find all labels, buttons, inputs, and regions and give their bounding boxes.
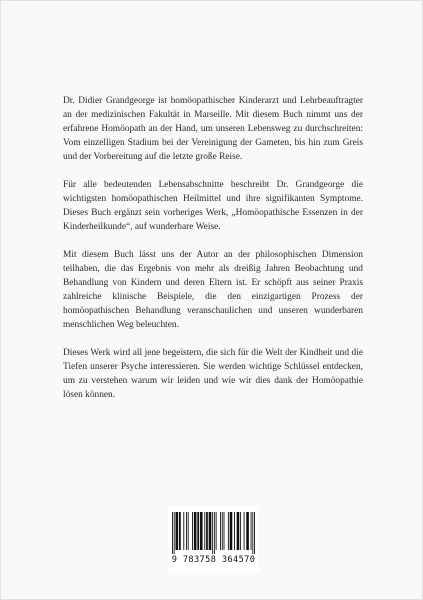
barcode-bar	[194, 512, 197, 550]
barcode-bar	[228, 512, 229, 550]
barcode-bar	[230, 512, 233, 550]
barcode-bar	[209, 512, 212, 550]
barcode-bar	[216, 512, 217, 550]
barcode-bar	[197, 512, 199, 550]
barcode-bar	[251, 512, 252, 550]
barcode-bars	[172, 512, 255, 554]
barcode-bar	[224, 512, 225, 550]
barcode-bar	[204, 512, 205, 550]
barcode-bar	[188, 512, 189, 550]
barcode-bar	[220, 512, 221, 550]
barcode-bar	[246, 512, 249, 550]
isbn-digits: 9 783758 364570	[171, 555, 256, 565]
barcode-bar	[183, 512, 184, 550]
barcode-bar	[214, 512, 215, 554]
barcode-bar	[252, 512, 253, 554]
barcode-bar	[212, 512, 213, 554]
barcode-bar	[244, 512, 245, 550]
barcode-bar	[237, 512, 240, 550]
blurb-paragraph-author: Dr. Didier Grandgeorge ist homöopathischer Kinderarzt und Lehrbeauftragter an der medizinischen Fakultät in Marseille. Mit diesem Buch nimmt uns der erfahrene Homöopath an der Hand, um unseren Lebensweg zu durchschreiten: Vom einzelligen Stadium bei der Vereinigung der Gameten, bis hin zum Greis und der Vorbereitung auf die letzte große Reise.	[63, 96, 363, 162]
barcode-bar	[175, 512, 178, 550]
barcode-bar	[172, 512, 173, 554]
barcode-bar	[174, 512, 175, 554]
barcode-bar	[179, 512, 181, 550]
barcode-bar	[234, 512, 235, 550]
barcode-bar	[254, 512, 255, 554]
barcode-bar	[240, 512, 241, 550]
blurb-paragraph-remedies: Für alle bedeutenden Lebensabschnitte beschreibt Dr. Grandgeorge die wichtigsten homöopathischen Heilmittel und ihre signifikanten Symptome. Dieses Buch ergänzt sein vorheriges Werk, „Homöopathische Essenzen in der Kinderheilkunde“, auf wunderbare Weise.	[63, 180, 363, 232]
barcode-bar	[222, 512, 223, 550]
blurb-paragraph-audience: Dieses Werk wird all jene begeistern, die sich für die Welt der Kindheit und die Tiefen unserer Psyche interessieren. Sie werden wichtige Schlüssel entdecken, um zu verstehen warum wir leiden und wie wir dies dank der Homöopathie lösen können.	[63, 348, 363, 400]
isbn-barcode	[168, 506, 259, 573]
barcode-bar	[192, 512, 193, 550]
back-cover-blurb	[63, 94, 363, 416]
barcode-bar	[200, 512, 203, 550]
barcode-bar	[206, 512, 208, 550]
barcode-bar	[186, 512, 187, 550]
blurb-paragraph-philosophy: Mit diesem Buch lässt uns der Autor an der philosophischen Dimension teilhaben, die das Ergebnis von mehr als dreißig Jahren Beobachtung und Behandlung von Kindern und deren Eltern ist. Er schöpft aus seiner Praxis zahlreiche klinische Beispiele, die den einzigartigen Prozess der homöopathischen Behandlung veranschaulichen und unseren wunderbaren menschlichen Weg beleuchten.	[63, 250, 363, 330]
